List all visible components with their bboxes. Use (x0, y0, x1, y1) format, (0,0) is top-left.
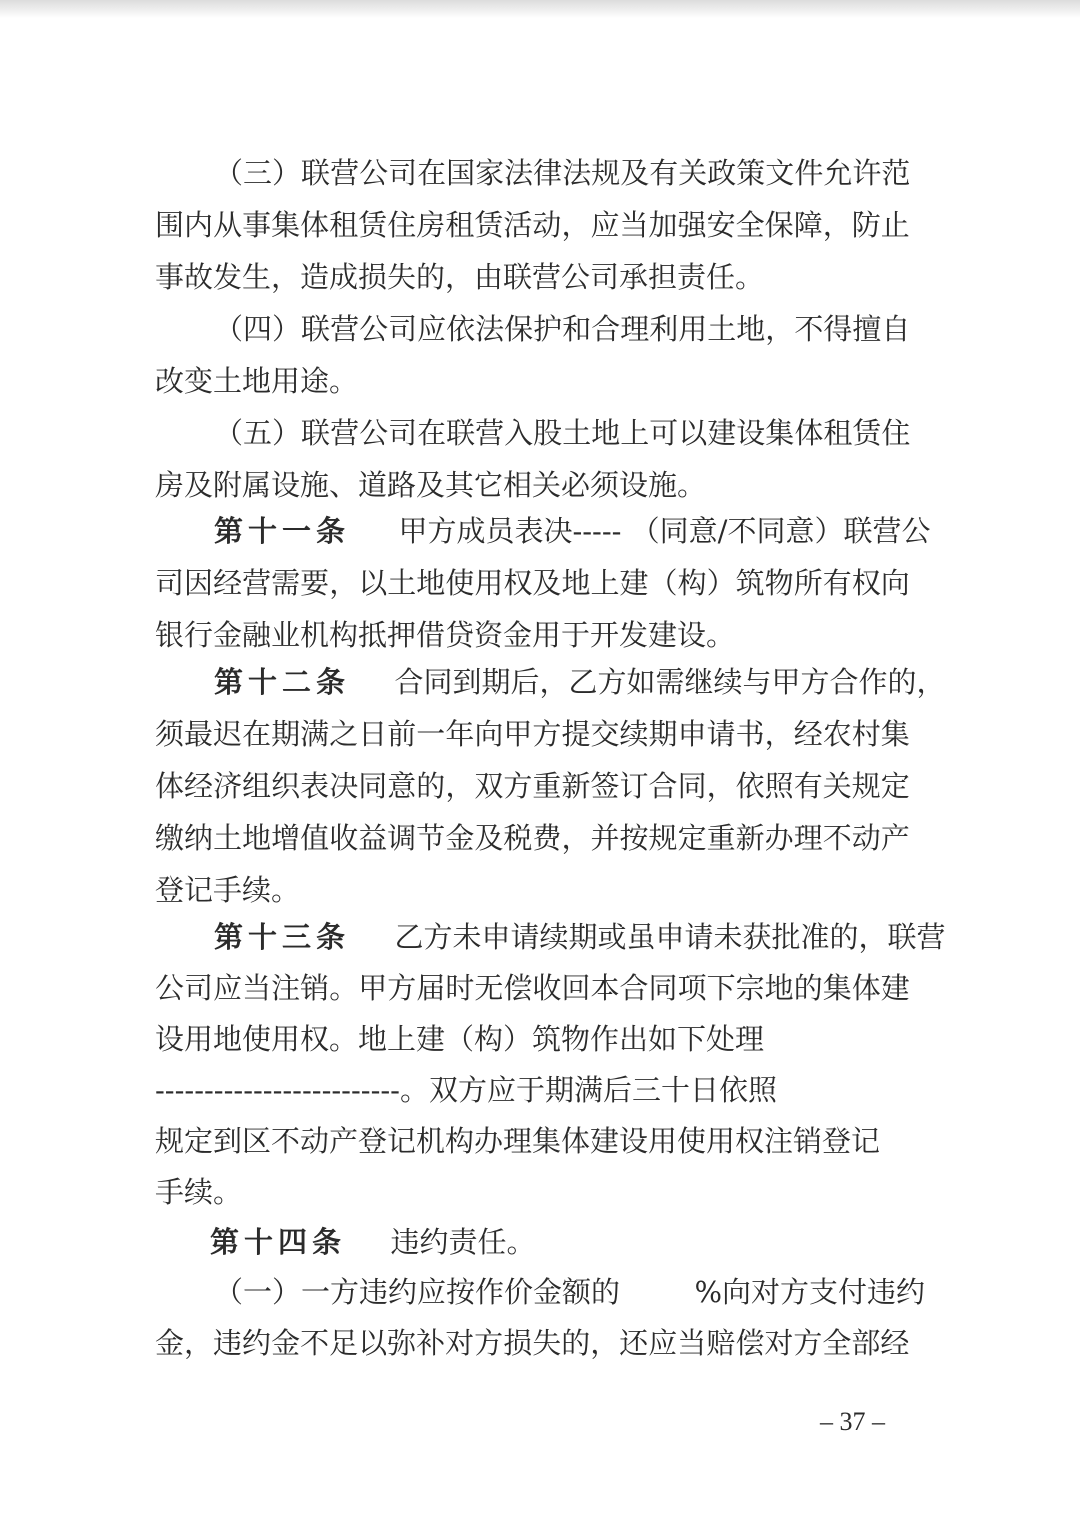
text-line: 银行金融业机构抵押借贷资金用于开发建设。 (155, 618, 736, 652)
text-line: 司 因 经 营 需 要 ， 以 土 地 使 用 权 及 地 上 建 （ 构 ） 筑 物 所 有 权 向 (155, 566, 910, 600)
text-line: 围 内 从 事 集 体 租 赁 住 房 租 赁 活 动 ， 应 当 加 强 安 全 保 障 ， 防 止 (155, 208, 910, 242)
article-11-vote-options: （同意/不同意）联营公 (630, 514, 931, 548)
text-line: 设用地使用权。地上建（构）筑物作出如下处理 (155, 1022, 765, 1056)
text-line: 缴 纳 土 地 增 值 收 益 调 节 金 及 税 费 ， 并 按 规 定 重 新 办 理 不 动 产 (155, 821, 910, 855)
text-line: （ 四 ） 联 营 公 司 应 依 法 保 护 和 合 理 利 用 土 地 ， 不 得 擅 自 (214, 312, 911, 346)
article-14-text: 违约责任。 (390, 1225, 536, 1259)
article-13-first-line (214, 917, 945, 957)
article-14-item-1-rate: %向对方支付违约 (694, 1275, 926, 1309)
text-line: 须 最 迟 在 期 满 之 日 前 一 年 向 甲 方 提 交 续 期 申 请 书 ， 经 农 村 集 (155, 717, 910, 751)
text-line: 改变土地用途。 (155, 364, 359, 398)
text-line: 手续。 (155, 1175, 243, 1209)
article-11-heading: 第十一条 (214, 514, 351, 548)
text-line: 公 司 应 当 注 销 。 甲 方 届 时 无 偿 收 回 本 合 同 项 下 宗 地 的 集 体 建 (155, 971, 910, 1005)
article-14-first-line (210, 1222, 535, 1262)
article-14-item-1-prefix: （一）一方违约应按作价金额的 (214, 1275, 621, 1309)
text-line: 事故发生，造成损失的，由联营公司承担责任。 (155, 260, 765, 294)
article-12-heading: 第十二条 (214, 665, 351, 699)
text-line: （ 五 ） 联 营 公 司 在 联 营 入 股 土 地 上 可 以 建 设 集 体 租 赁 住 (214, 416, 911, 450)
text-line: 金 ， 违 约 金 不 足 以 弥 补 对 方 损 失 的 ， 还 应 当 赔 偿 对 方 全 部 经 (155, 1326, 910, 1360)
article-12-text: 合同到期后，乙方如需继续与甲方合作的， (394, 665, 946, 699)
article-13-heading: 第十三条 (214, 920, 351, 954)
article-14-heading: 第十四条 (210, 1225, 347, 1259)
text-line: 登记手续。 (155, 873, 301, 907)
text-line-with-blank: -------------------------。双方应于期满后三十日依照 (155, 1073, 777, 1107)
text-line: 体 经 济 组 织 表 决 同 意 的 ， 双 方 重 新 签 订 合 同 ， 依 照 有 关 规 定 (155, 769, 910, 803)
text-line: 规定到区不动产登记机构办理集体建设用使用权注销登记 (155, 1124, 881, 1158)
article-11-first-line (214, 511, 930, 551)
page-number: – 37 – (820, 1407, 885, 1436)
text-line: 房及附属设施、道路及其它相关必须设施。 (155, 468, 707, 502)
article-12-first-line (214, 662, 945, 702)
text-line: （ 三 ） 联 营 公 司 在 国 家 法 律 法 规 及 有 关 政 策 文 件 允 许 范 (214, 156, 911, 190)
article-13-text: 乙方未申请续期或虽申请未获批准的，联营 (394, 920, 946, 954)
article-11-vote-text: 甲方成员表决----- (398, 514, 622, 548)
article-14-item-1-line (214, 1272, 925, 1312)
